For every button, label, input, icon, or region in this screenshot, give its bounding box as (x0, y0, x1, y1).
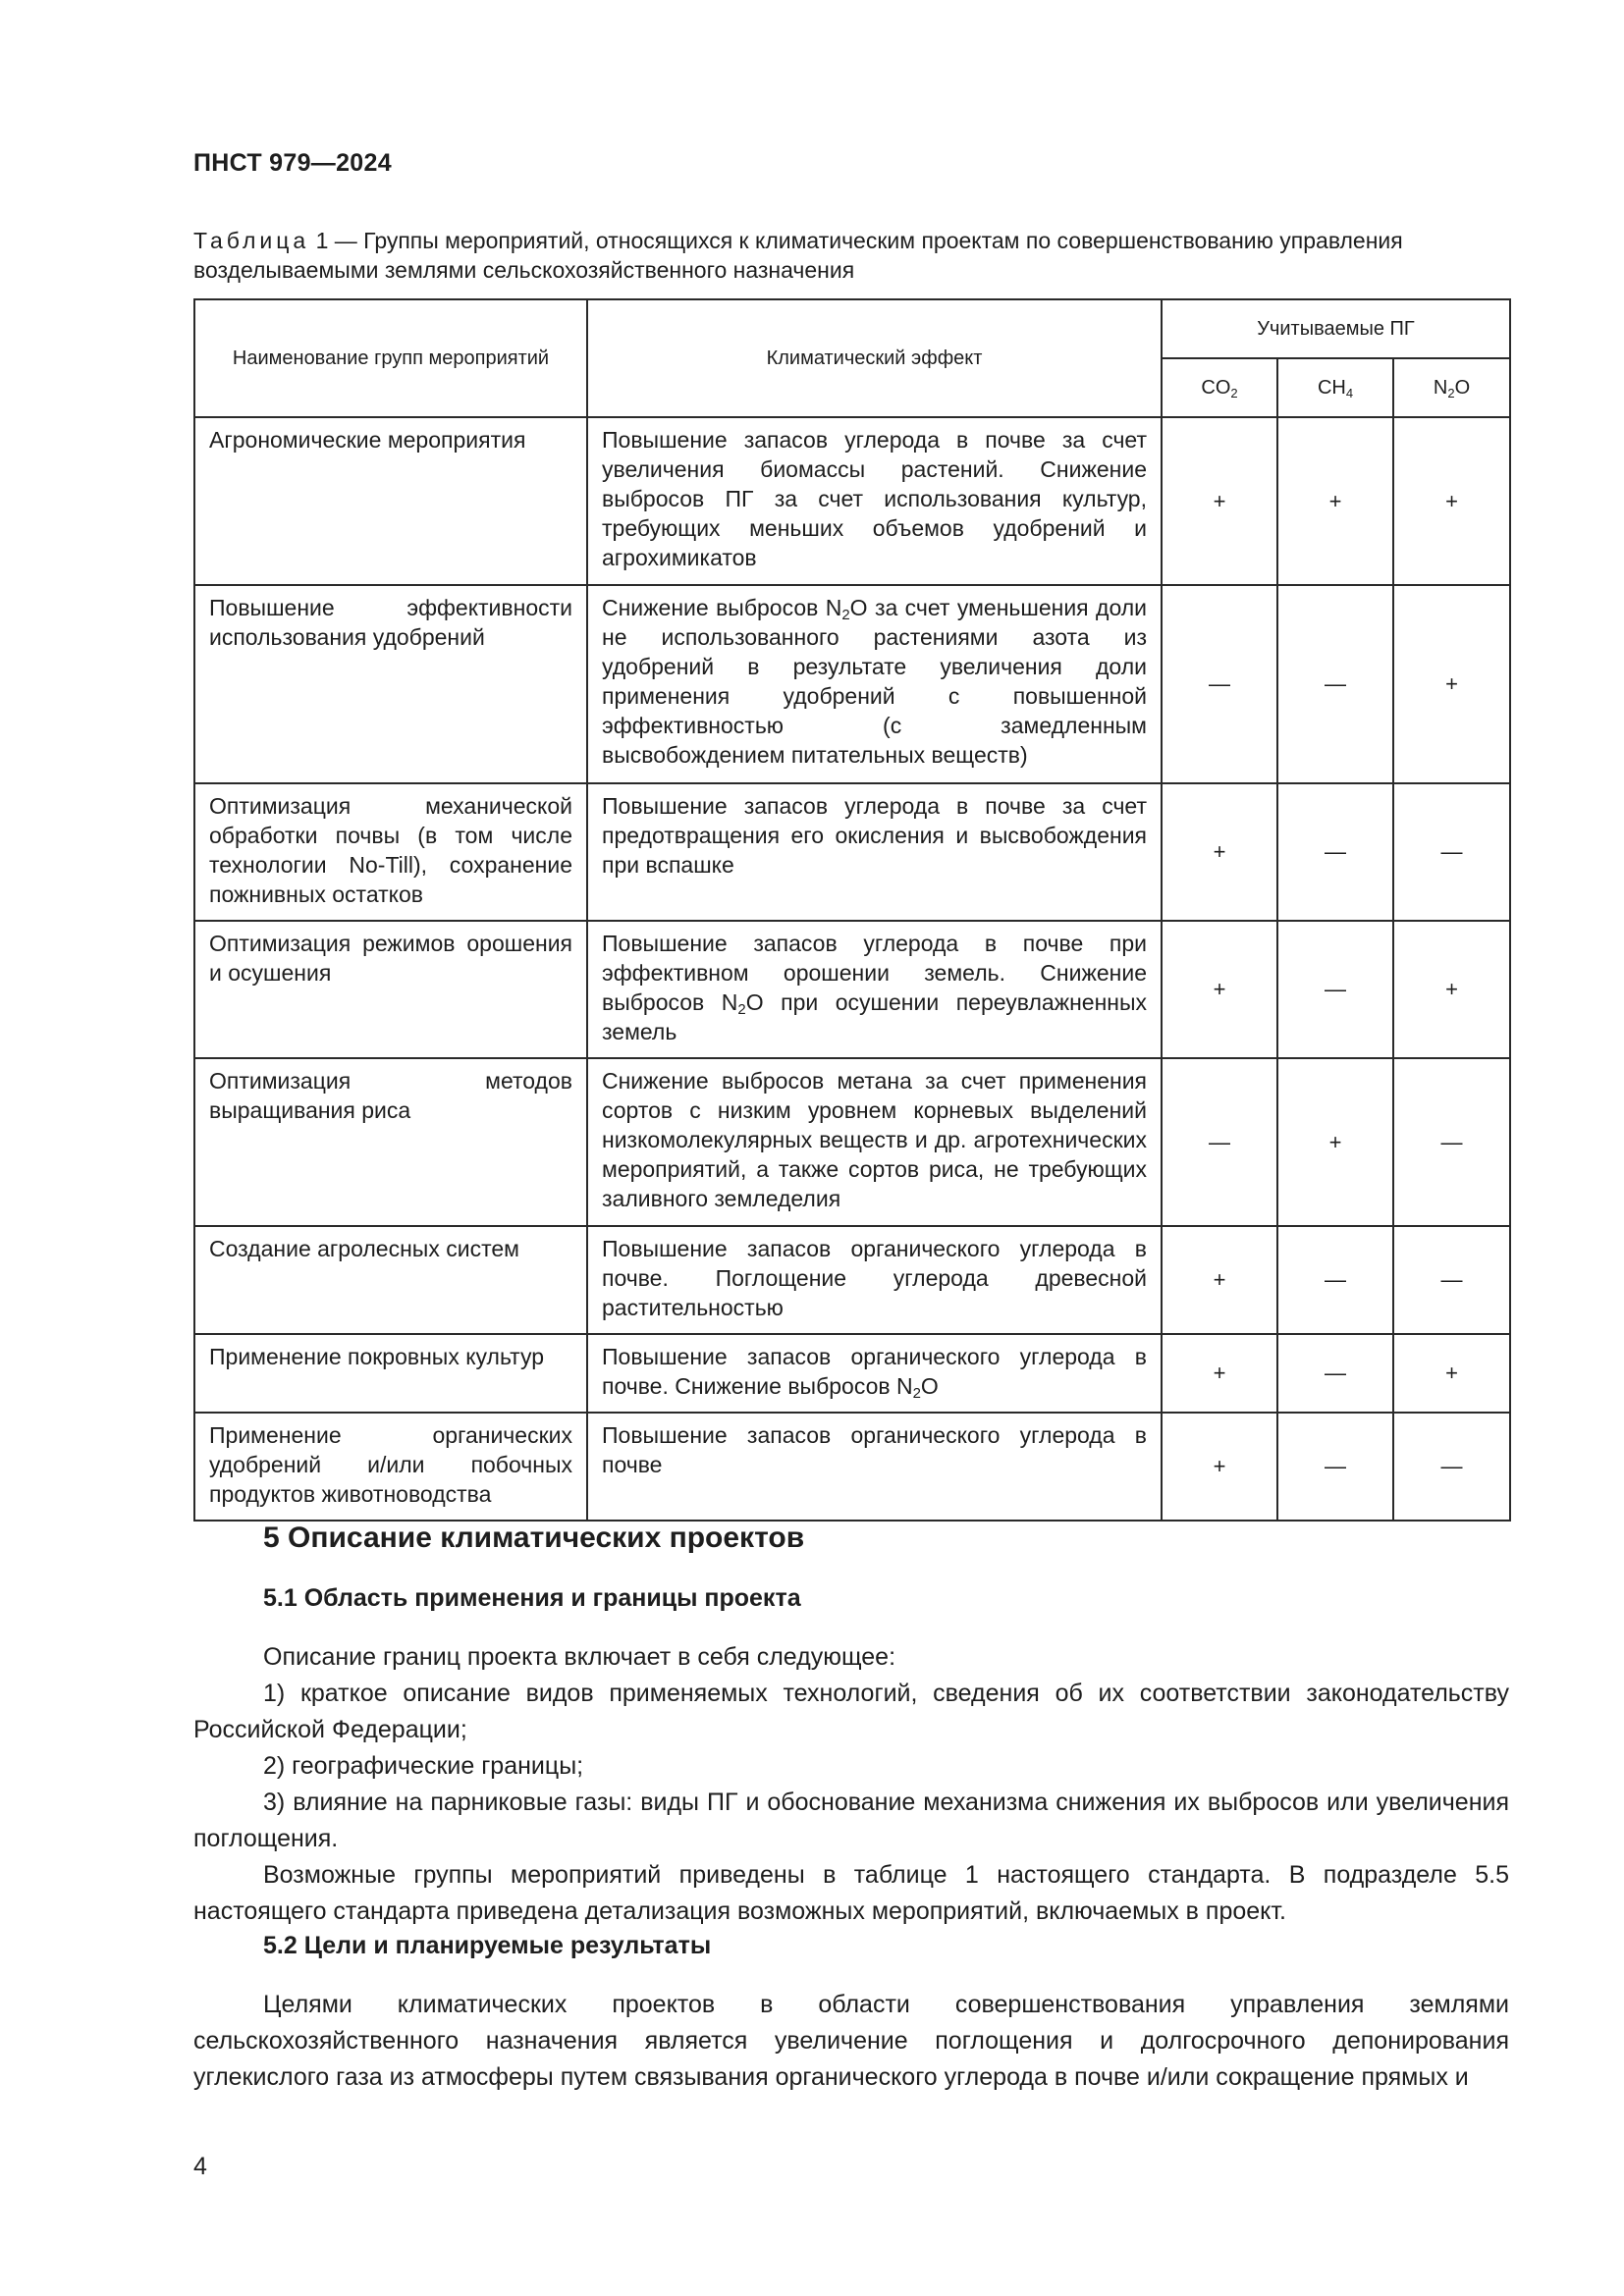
list-item-1: 1) краткое описание видов применяемых технологий, сведения об их соответствии законодательству Российской Федерации; (193, 1680, 1509, 1743)
table-row (194, 585, 1510, 783)
row-effect: Повышение запасов углерода в почве за счет увеличения биомассы растений. Снижение выбросов ПГ за счет использования культур, требующих меньших объемов удобрений и агрохимикатов (587, 417, 1162, 585)
row-group: Оптимизация режимов орошения и осушения (194, 921, 587, 1058)
table-row (194, 1334, 1510, 1413)
list-item-3: 3) влияние на парниковые газы: виды ПГ и обоснование механизма снижения их выбросов или увеличения поглощения. (193, 1789, 1509, 1852)
table-row (194, 921, 1510, 1058)
paragraph-intro: Описание границ проекта включает в себя следующее: (263, 1643, 896, 1671)
row-group: Оптимизация методов выращивания риса (194, 1058, 587, 1226)
row-co2: + (1162, 1334, 1277, 1413)
row-co2: + (1162, 783, 1277, 921)
row-group: Повышение эффективности использования удобрений (194, 585, 587, 783)
row-n2o: + (1393, 585, 1510, 783)
row-ch4: — (1277, 1334, 1393, 1413)
row-co2: + (1162, 1413, 1277, 1521)
header-gases: Учитываемые ПГ (1162, 299, 1510, 358)
header-effect: Климатический эффект (587, 299, 1162, 417)
row-group: Агрономические мероприятия (194, 417, 587, 585)
row-ch4: — (1277, 585, 1393, 783)
row-co2: + (1162, 921, 1277, 1058)
row-n2o: + (1393, 1334, 1510, 1413)
row-effect: Повышение запасов углерода в почве за счет предотвращения его окисления и высвобождения при вспашке (587, 783, 1162, 921)
measures-table (193, 298, 1511, 1522)
row-group: Оптимизация механической обработки почвы (в том числе технологии No-Till), сохранение пожнивных остатков (194, 783, 587, 921)
document-code: ПНСТ 979—2024 (193, 149, 392, 177)
row-ch4: — (1277, 1226, 1393, 1334)
list-item-2: 2) географические границы; (263, 1752, 584, 1780)
row-co2: + (1162, 417, 1277, 585)
table-row (194, 1058, 1510, 1226)
table-caption-label: Таблица (193, 228, 310, 253)
row-ch4: — (1277, 921, 1393, 1058)
paragraph-closing: Возможные группы мероприятий приведены в таблице 1 настоящего стандарта. В подразделе 5.5 настоящего стандарта приведена детализация возможных мероприятий, включаемых в проект. (193, 1861, 1509, 1925)
header-group: Наименование групп мероприятий (194, 299, 587, 417)
table-row (194, 1226, 1510, 1334)
row-group: Применение органических удобрений и/или побочных продуктов животноводства (194, 1413, 587, 1521)
row-ch4: — (1277, 783, 1393, 921)
subsection-5-2-heading: 5.2 Цели и планируемые результаты (263, 1932, 712, 1959)
page-number: 4 (193, 2153, 207, 2180)
row-n2o: — (1393, 1413, 1510, 1521)
row-n2o: + (1393, 417, 1510, 585)
row-ch4: + (1277, 1058, 1393, 1226)
row-ch4: — (1277, 1413, 1393, 1521)
header-n2o: $N_2O$ (1393, 358, 1510, 417)
paragraph-goals: Целями климатических проектов в области совершенствования управления землями сельскохозяйственного назначения является увеличение поглощения и долгосрочного депонирования углекислого газа из атмосферы путем связывания органического углерода в почве и/или сокращение прямых и (193, 1991, 1509, 2091)
row-effect: Снижение выбросов $N_2O$ за счет уменьшения доли не использованного растениями азота из удобрений в результате увеличения доли применения удобрений с повышенной эффективностью (с замедленным высвобождением питательных веществ) (587, 585, 1162, 783)
row-co2: — (1162, 585, 1277, 783)
row-effect: Повышение запасов углерода в почве при эффективном орошении земель. Снижение выбросов $N_2O$ при осушении переувлажненных земель (587, 921, 1162, 1058)
row-n2o: — (1393, 783, 1510, 921)
header-ch4: $CH_4$ (1277, 358, 1393, 417)
row-group: Применение покровных культур (194, 1334, 587, 1413)
row-co2: + (1162, 1226, 1277, 1334)
table-caption-number: 1 (309, 228, 329, 253)
row-n2o: — (1393, 1226, 1510, 1334)
table-row (194, 417, 1510, 585)
subsection-5-1-heading: 5.1 Область применения и границы проекта (263, 1584, 801, 1612)
table-header-row (194, 299, 1510, 358)
row-n2o: + (1393, 921, 1510, 1058)
row-group: Создание агролесных систем (194, 1226, 587, 1334)
table-caption (193, 226, 1509, 285)
section-5-heading: 5 Описание климатических проектов (263, 1522, 805, 1554)
row-ch4: + (1277, 417, 1393, 585)
row-co2: — (1162, 1058, 1277, 1226)
row-effect: Повышение запасов органического углерода в почве. Поглощение углерода древесной растительностью (587, 1226, 1162, 1334)
row-effect: Снижение выбросов метана за счет применения сортов с низким уровнем корневых выделений низкомолекулярных веществ и др. агротехнических мероприятий, а также сортов риса, не требующих заливного земледелия (587, 1058, 1162, 1226)
row-effect: Повышение запасов органического углерода в почве (587, 1413, 1162, 1521)
row-n2o: — (1393, 1058, 1510, 1226)
row-effect: Повышение запасов органического углерода в почве. Снижение выбросов $N_2O$ (587, 1334, 1162, 1413)
header-co2: $CO_2$ (1162, 358, 1277, 417)
table-caption-text: — Группы мероприятий, относящихся к климатическим проектам по совершенствованию управления возделываемыми землями сельскохозяйственного назначения (193, 228, 1403, 283)
table-row (194, 783, 1510, 921)
table-row (194, 1413, 1510, 1521)
